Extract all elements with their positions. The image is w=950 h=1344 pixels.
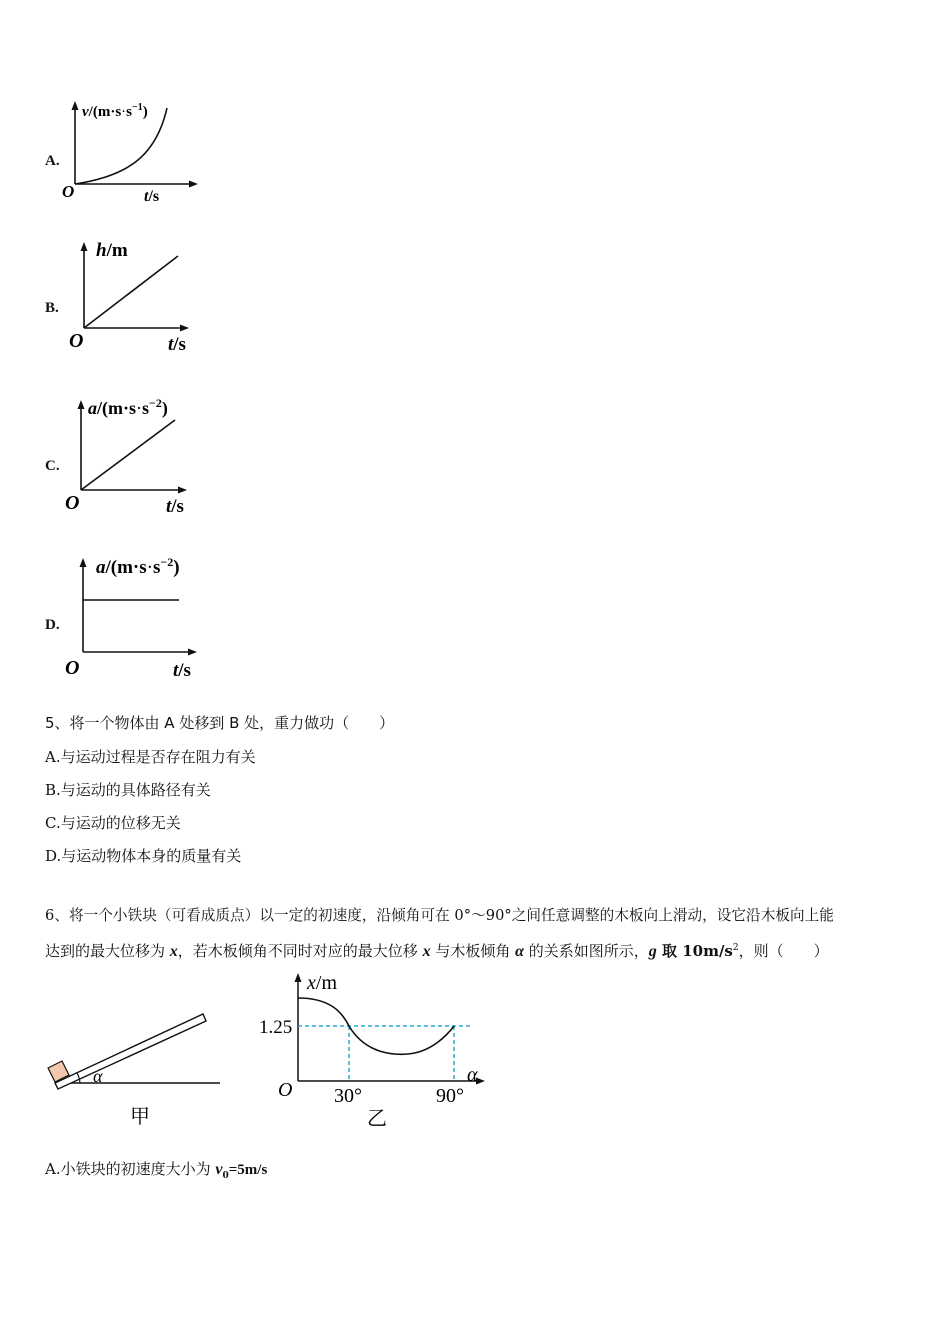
graph-d-origin: O <box>65 657 80 679</box>
question-6-stem-line2 <box>45 940 829 961</box>
q6-option-a-var: v <box>215 1161 223 1178</box>
q6-sup: 2 <box>732 943 739 953</box>
option-d-label: D. <box>45 617 60 633</box>
figure-yi-y-tick: 1.25 <box>259 1017 293 1038</box>
q6-var-alpha: α <box>515 943 524 960</box>
graph-b-origin: O <box>69 330 84 352</box>
graph-d <box>60 548 230 688</box>
graph-b-x-axis-label: t/s <box>168 334 186 355</box>
graph-a-y-arrow <box>72 101 79 110</box>
graph-d-y-axis-label: $a/(m\cdot s\cdot s^{-2})$ <box>96 555 180 578</box>
graph-c-line <box>81 420 175 490</box>
question-5-option-c: C.与运动的位移无关 <box>45 814 181 832</box>
graph-c-x-axis-label: t/s <box>166 496 184 517</box>
figure-jia <box>40 1005 230 1130</box>
option-c-label: C. <box>45 458 60 474</box>
figure-yi-y-axis-label: x/m <box>307 972 338 994</box>
figure-jia-board <box>55 1014 206 1089</box>
q6-option-a-prefix: A.小铁块的初速度大小为 <box>45 1160 216 1178</box>
figure-yi <box>250 964 500 1139</box>
graph-c-x-arrow <box>178 487 187 494</box>
option-b-label: B. <box>45 300 59 316</box>
figure-yi-caption: 乙 <box>367 1108 387 1130</box>
q6-var-x: x <box>169 943 178 960</box>
question-6-stem-line1: 6、将一个小铁块（可看成质点）以一定的初速度，沿倾角可在 0°～90°之间任意调整的木板向上滑动，设它沿木板向上能 <box>45 907 834 924</box>
graph-a <box>58 96 208 211</box>
figure-jia-angle-label: α <box>93 1066 103 1086</box>
q6-var-g: g <box>648 943 657 960</box>
q6-text-b: ，若木板倾角不同时对应的最大位移 <box>177 942 423 960</box>
graph-c-y-arrow <box>78 400 85 409</box>
graph-d-y-arrow <box>80 558 87 567</box>
graph-d-x-arrow <box>188 649 197 656</box>
figure-yi-origin: O <box>278 1079 293 1101</box>
graph-a-x-axis-label: t/s <box>144 188 160 205</box>
figure-yi-x-axis-label: α <box>467 1064 478 1086</box>
graph-c-y-axis-label: $a/(m\cdot s\cdot s^{-2})$ <box>88 396 168 418</box>
figure-yi-dashed-guides <box>298 1026 470 1081</box>
graph-b-line <box>84 256 178 328</box>
graph-b-y-axis-label: h/m <box>96 240 128 261</box>
graph-b <box>62 236 212 361</box>
figure-yi-y-arrow <box>295 973 302 982</box>
graph-b-y-arrow <box>81 242 88 251</box>
graph-a-y-axis-label: $v/(m\cdot s\cdot s^{-1})$ <box>82 102 148 120</box>
q6-option-a-sub: 0 <box>222 1171 229 1181</box>
q6-text-d: 的关系如图所示， <box>523 942 649 960</box>
figure-jia-caption: 甲 <box>130 1106 150 1128</box>
question-5-stem: 5、将一个物体由 A 处移到 B 处，重力做功（ ） <box>45 714 395 732</box>
figure-yi-x-tick-30: 30° <box>334 1085 362 1107</box>
graph-d-x-axis-label: t/s <box>173 660 191 681</box>
graph-a-x-arrow <box>189 181 198 188</box>
option-a-label: A. <box>45 153 60 169</box>
graph-c <box>60 392 220 522</box>
question-6-option-a <box>45 1158 267 1181</box>
graph-c-axes <box>81 406 180 490</box>
graph-a-origin: O <box>62 182 75 201</box>
q6-option-a-suffix: =5m/s <box>228 1162 268 1178</box>
q6-var-x2: x <box>422 943 431 960</box>
question-5-option-b: B.与运动的具体路径有关 <box>45 781 211 799</box>
question-5-option-a: A.与运动过程是否存在阻力有关 <box>45 748 256 766</box>
q6-text-e: 取 10m/s <box>656 942 733 960</box>
graph-b-x-arrow <box>180 325 189 332</box>
question-5-option-d: D.与运动物体本身的质量有关 <box>45 847 242 865</box>
q6-text-f: ，则（ ） <box>738 942 829 960</box>
graph-c-origin: O <box>65 492 80 514</box>
q6-text-c: 与木板倾角 <box>430 942 516 960</box>
figure-yi-x-tick-90: 90° <box>436 1085 464 1107</box>
q6-text-a: 达到的最大位移为 <box>45 942 170 960</box>
